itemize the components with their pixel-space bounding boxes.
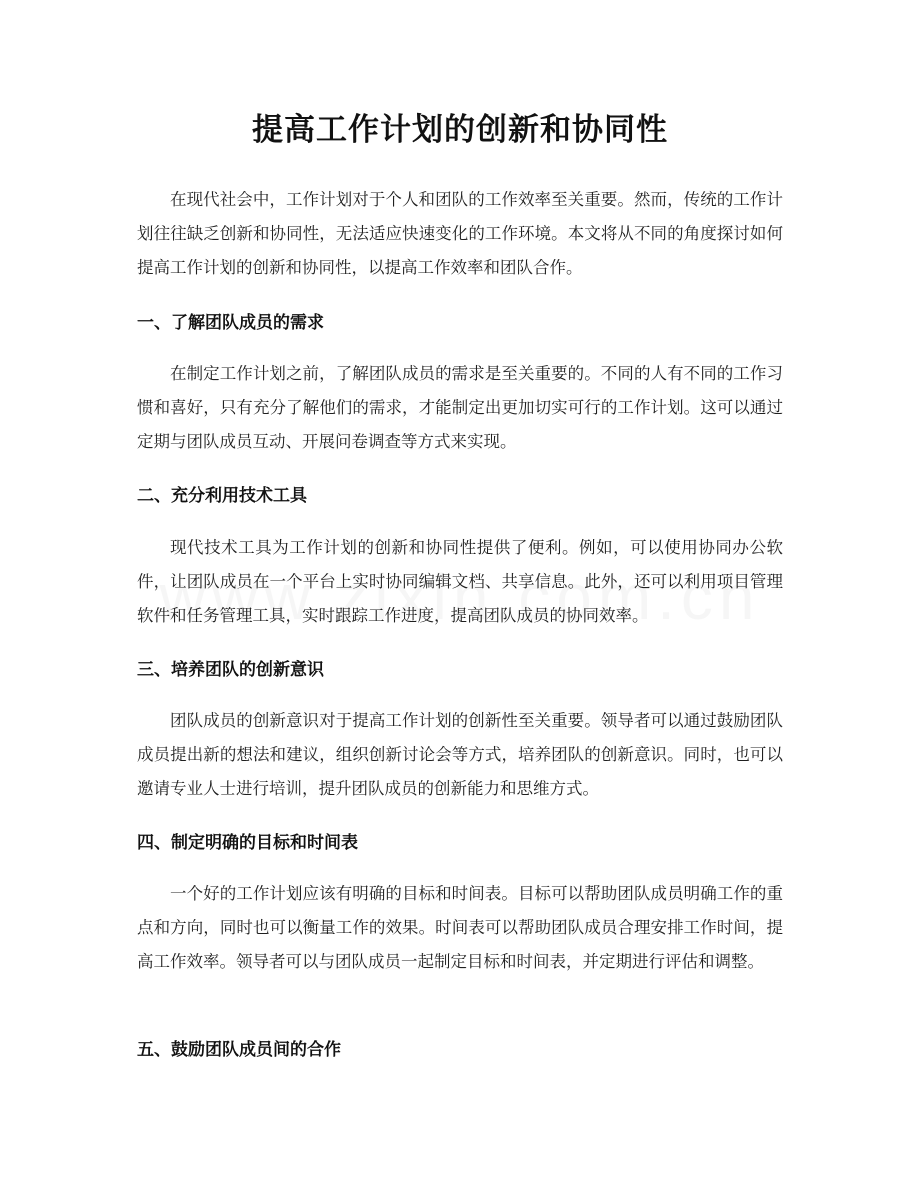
document-title: 提高工作计划的创新和协同性 [252,112,668,148]
section-5-heading: 五、鼓励团队成员间的合作 [137,1040,341,1060]
section-2-heading: 二、充分利用技术工具 [137,486,307,506]
section-4-heading: 四、制定明确的目标和时间表 [137,833,358,853]
section-1-heading: 一、了解团队成员的需求 [137,313,324,333]
section-2-paragraph: 现代技术工具为工作计划的创新和协同性提供了便利。例如，可以使用协同办公软件，让团队成员在一个平台上实时协同编辑文档、共享信息。此外，还可以利用项目管理软件和任务管理工具，实时跟踪工作进度，提高团队成员的协同效率。 [137,538,783,625]
intro-paragraph: 在现代社会中，工作计划对于个人和团队的工作效率至关重要。然而，传统的工作计划往往缺乏创新和协同性，无法适应快速变化的工作环境。本文将从不同的角度探讨如何提高工作计划的创新和协同性，以提高工作效率和团队合作。 [137,190,783,277]
section-3-heading: 三、培养团队的创新意识 [137,660,324,680]
section-3-paragraph: 团队成员的创新意识对于提高工作计划的创新性至关重要。领导者可以通过鼓励团队成员提出新的想法和建议，组织创新讨论会等方式，培养团队的创新意识。同时，也可以邀请专业人士进行培训，提升团队成员的创新能力和思维方式。 [137,711,783,798]
section-4-paragraph: 一个好的工作计划应该有明确的目标和时间表。目标可以帮助团队成员明确工作的重点和方向，同时也可以衡量工作的效果。时间表可以帮助团队成员合理安排工作时间，提高工作效率。领导者可以与团队成员一起制定目标和时间表，并定期进行评估和调整。 [137,884,783,971]
section-1-paragraph: 在制定工作计划之前，了解团队成员的需求是至关重要的。不同的人有不同的工作习惯和喜好，只有充分了解他们的需求，才能制定出更加切实可行的工作计划。这可以通过定期与团队成员互动、开展问卷调查等方式来实现。 [137,364,783,451]
